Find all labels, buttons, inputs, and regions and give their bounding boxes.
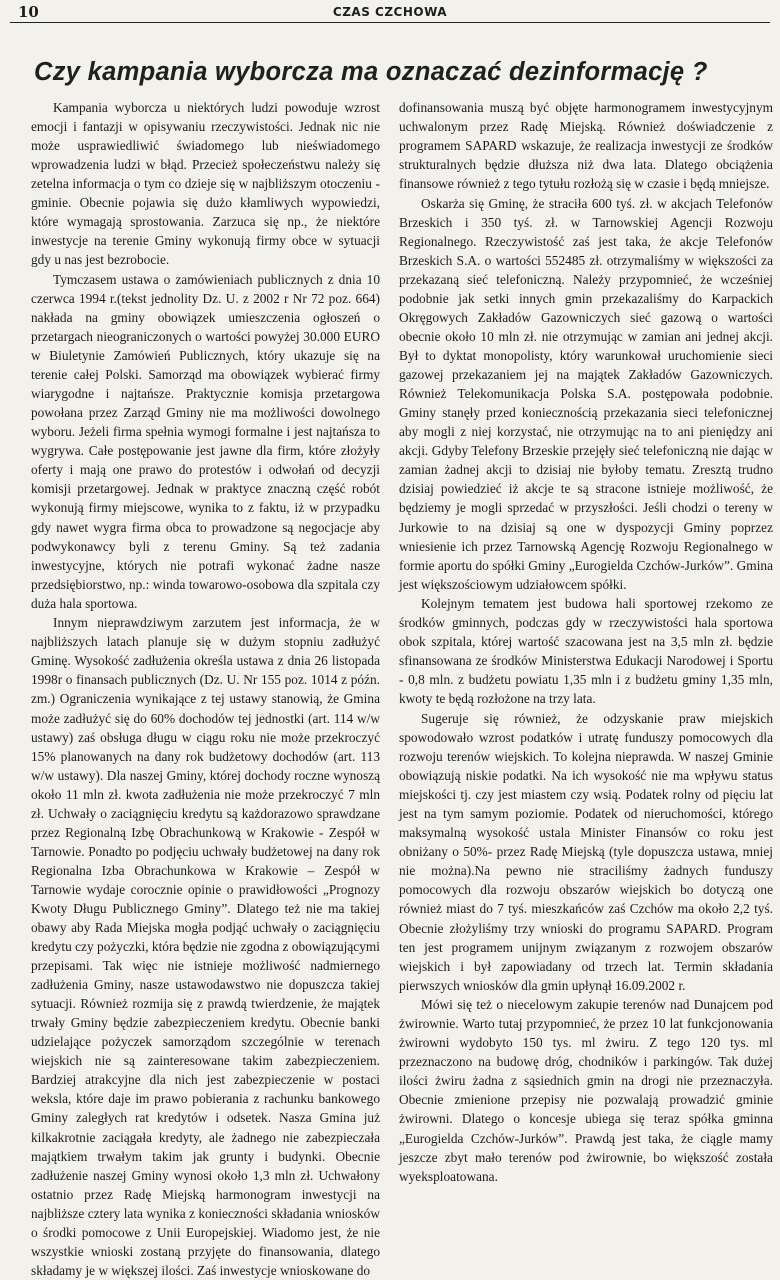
- page-number: 10: [18, 3, 39, 21]
- article-column-left: [31, 98, 380, 1278]
- masthead-title: CZAS CZCHOWA: [332, 5, 448, 19]
- paragraph: Mówi się też o niecelowym zakupie terenów nad Dunajcem pod żwirownie. Warto tutaj przypomnieć, że przez 10 lat funkcjonowania żwirowni wydobyto 150 tys. ml żwiru. Z tego 120 tys. ml przeznaczono na budowę dróg, chodników i parkingów. Tak dużej ilości żwiru żadna z sąsiednich gmin na drogi nie przeznaczyła. Obecnie zmienione przepisy nie pozwalają prowadzić gminie żwirowni. Dlatego o koncesje ubiega się teraz spółka gminna „Eurogielda Czchów-Jurków”. Prawdą jest taka, że ciągle mamy jeszcze zbyt mało terenów pod żwirownie, bo większość została wyeksploatowana.: [399, 997, 773, 1184]
- paragraph: Tymczasem ustawa o zamówieniach publicznych z dnia 10 czerwca 1994 r.(tekst jednolity Dz. U. z 2002 r Nr 72 poz. 664) nakłada na gminy obowiązek umieszczenia ogłoszeń o przetargach nieograniczonych o wartości powyżej 30.000 EURO w Biuletynie Zamówień Publicznych, który ukazuje się na terenie całej Polski. Samorząd ma obowiązek wybierać firmy wiarygodne i najtańsze. Praktycznie komisja przetargowa powołana przez Zarząd Gminy nie ma możliwości dowolnego wyboru. Jeżeli firma spełnia wymogi formalne i jest najtańsza to wygrywa. Całe postępowanie jest jawne dla firm, które złożyły oferty i mają one prawo do protestów i odwołań od decyzji komisji przetargowej. Jednak w praktyce znaczną część robót wykonują firmy miejscowe, wynika to z faktu, iż w przypadku gdy nawet wygra firma obca to prowadzone są negocjacje aby podwykonawcy byli z terenu Gminy. Są też zadania inwestycyjne, których nie potrafi wykonać żadne nasze przedsiębiorstwo, np.: winda towarowo-osobowa dla szpitala czy duża hala sportowa.: [31, 271, 380, 611]
- paragraph: Innym nieprawdziwym zarzutem jest informacja, że w najbliższych latach planuje się w dużym stopniu zadłużyć Gminę. Wysokość zadłużenia określa ustawa z dnia 26 listopada 1998r o finansach publicznych (Dz. U. Nr 155 poz. 1014 z późn. zm.) Ograniczenia wynikające z tej ustawy stanowią, że Gmina może zadłużyć się do 60% dochodów tej jednostki (art. 114 w/w ustawy) zaś obsługa długu w ciągu roku nie może przekroczyć 15% planowanych na dany rok budżetowy dochodów (art. 113 w/w ustawy). Dla naszej Gminy, której dochody roczne wynoszą około 11 mln zł. kwota zadłużenia nie może przekroczyć 7 mln zł. Uchwały o zaciągnięciu kredytu są każdorazowo sprawdzane przez Regionalną Izbę Obrachunkową w Krakowie - Zespół w Tarnowie. Ponadto po podjęciu uchwały budżetowej na dany rok Regionalna Izba Obrachunkowa w Krakowie – Zespół w Tarnowie wydaje corocznie opinie o prawidłowości „Prognozy Kwoty Długu Publicznego Gminy”. Dlatego też nie ma takiej obawy aby Rada Miejska mogła podjąć uchwały o zaciągnięciu kredytu czy pożyczki, która będzie nie zgodna z obowiązującymi przepisami. Tak więc nie istnieje możliwość nadmiernego zadłużenia Gminy, nasze ustawodawstwo nie dopuszcza takiej sytuacji. Również rozmija się z prawdą twierdzenie, że majątek trwały Gminy będzie zabezpieczeniem kredytu. Obecnie banki udzielające pożyczek samorządom szczególnie w terenach wiejskich nie są zainteresowane takim zabezpieczeniem. Bardziej atrakcyjne dla nich jest zabezpieczenie w postaci weksla, które daje im prawo pobierania z rachunku bankowego Gminy zaległych rat kredytów i odsetek. Nasza Gmina już kilkakrotnie zaciągała kredyty, ale żadnego nie zabezpieczała majątkiem trwałym takim jak grunty i budynki. Obecnie zadłużenie naszej Gminy wynosi około 1,3 mln zł. Uchwałony ostatnio przez Radę Miejską harmonogram inwestycji na najbliższe cztery lata wynika z konieczności składania wniosków o środki pomocowe z Unii Europejskiej. Wiadomo jest, że nie wszystkie wnioski zostaną przyjęte do finansowania, dlatego składamy je w większej ilości. Zaś inwestycje wnioskowane do: [31, 615, 380, 1278]
- paragraph: Kolejnym tematem jest budowa hali sportowej rzekomo ze środków gminnych, podczas gdy w rzeczywistości hala sportowa obok szpitala, której wartość szacowana jest na 3,5 mln zł. będzie sfinansowana ze środków Ministerstwa Edukacji Narodowej i Sportu - 0,8 mln. z budżetu powiatu 1,35 mln i z budżetu gminy 1,35 mln, kwoty te będą rozłożone na trzy lata.: [399, 596, 773, 707]
- paragraph: Oskarża się Gminę, że straciła 600 tyś. zł. w akcjach Telefonów Brzeskich i 350 tyś. zł. w Tarnowskiej Agencji Rozwoju Regionalnego. Rzeczywistość zaś jest taka, że akcje Telefonów Brzeskich S.A. o wartości 552485 zł. otrzymaliśmy w większości za przekazaną sieć telefoniczną. Należy przypomnieć, że wcześniej podobnie jak setki innych gmin przekazaliśmy do Karpackich Okręgowych Zakładów Gazowniczych sieć gazową o wartości obecnie około 10 mln zł. nie otrzymując w zamian ani jednej akcji. Był to dyktat monopolisty, który warunkował uruchomienie sieci gazowej przekazaniem jej na majątek Zakładów Gazowniczych. Również Telekomunikacja Polska S.A. postępowała podobnie. Gminy stanęły przed koniecznością przekazania sieci telefonicznej aby mogli z niej korzystać, nie otrzymując na to ani pieniędzy ani akcji. Gdyby Telefony Brzeskie przejęły sieć telefoniczną nie dając w zamian żadnej akcji to dzisiaj nie byłoby tematu. Zresztą trudno dzisiaj powiedzieć iż akcje te są stracone istnieje możliwość, że będziemy je mogli sprzedać w przyszłości. Jeśli chodzi o tereny w Jurkowie to na dzisiaj są one w dyspozycji Gminy poprzez wniesienie ich przez Tarnowską Agencję Rozwoju Regionalnego w formie aportu do spółki Gminy „Eurogielda Czchów-Jurków”. Gmina jest większościowym udziałowcem spółki.: [399, 195, 773, 592]
- article-title: Czy kampania wyborcza ma oznaczać dezinformację ?: [34, 58, 708, 86]
- page-header: [10, 2, 770, 23]
- article-column-right: [399, 98, 773, 1184]
- paragraph: Kampania wyborcza u niektórych ludzi powoduje wzrost emocji i fantazji w opisywaniu rzeczywistości. Jednak nic nie może usprawiedliwić świadomego lub nieświadomego wprowadzenia ludzi w błąd. Przecież społeczeństwu należy się zetelna informacja o tym co dzieje się w najbliższym otoczeniu - gminie. Obecnie pojawia się dużo kłamliwych wypowiedzi, które wymagają sprostowania. Zarzuca się np., że niektóre inwestycje na terenie Gminy wykonują firmy obce w sytuacji gdy u nas jest bezrobocie.: [31, 100, 380, 268]
- paragraph: Sugeruje się również, że odzyskanie praw miejskich spowodowało wzrost podatków i utratę funduszy pomocowych dla rozwoju terenów wiejskich. To kolejna nieprawda. W naszej Gminie obowiązują niskie podatki. Na ich wysokość nie ma wpływu status miejskości tj. czy jest miastem czy wsią. Podatek rolny od pięciu lat jest na tym samym poziomie. Podatek od nieruchomości, którego maksymalną wysokość ustala Minister Finansów co roku jest obniżany o 50%- przez Radę Miejską (tyle dopuszcza ustawa, mniej nie można).Na pewno nie straciliśmy żadnych funduszy pomocowych dla rozwoju obszarów wiejskich bo dotyczą one również miast do 7 tyś. mieszkańców zaś Czchów ma około 2,2 tyś. Obecnie złożyliśmy trzy wnioski do programu SAPARD. Program ten jest programem unijnym związanym z rozwojem obszarów wiejskich i był zapowiadany od trzech lat. Termin składania pierwszych wniosków dla gmin upłynął 16.09.2002 r.: [399, 711, 773, 993]
- paragraph-continuation: dofinansowania muszą być objęte harmonogramem inwestycyjnym uchwalonym przez Radę Miejską. Również doświadczenie z programem SAPARD wskazuje, że realizacja inwestycji ze środków strukturalnych będzie dłuższa niż dwa lata. Dlatego obciążenia finansowe również z tego tytułu rozłożą się w czasie i będą mniejsze.: [399, 100, 773, 192]
